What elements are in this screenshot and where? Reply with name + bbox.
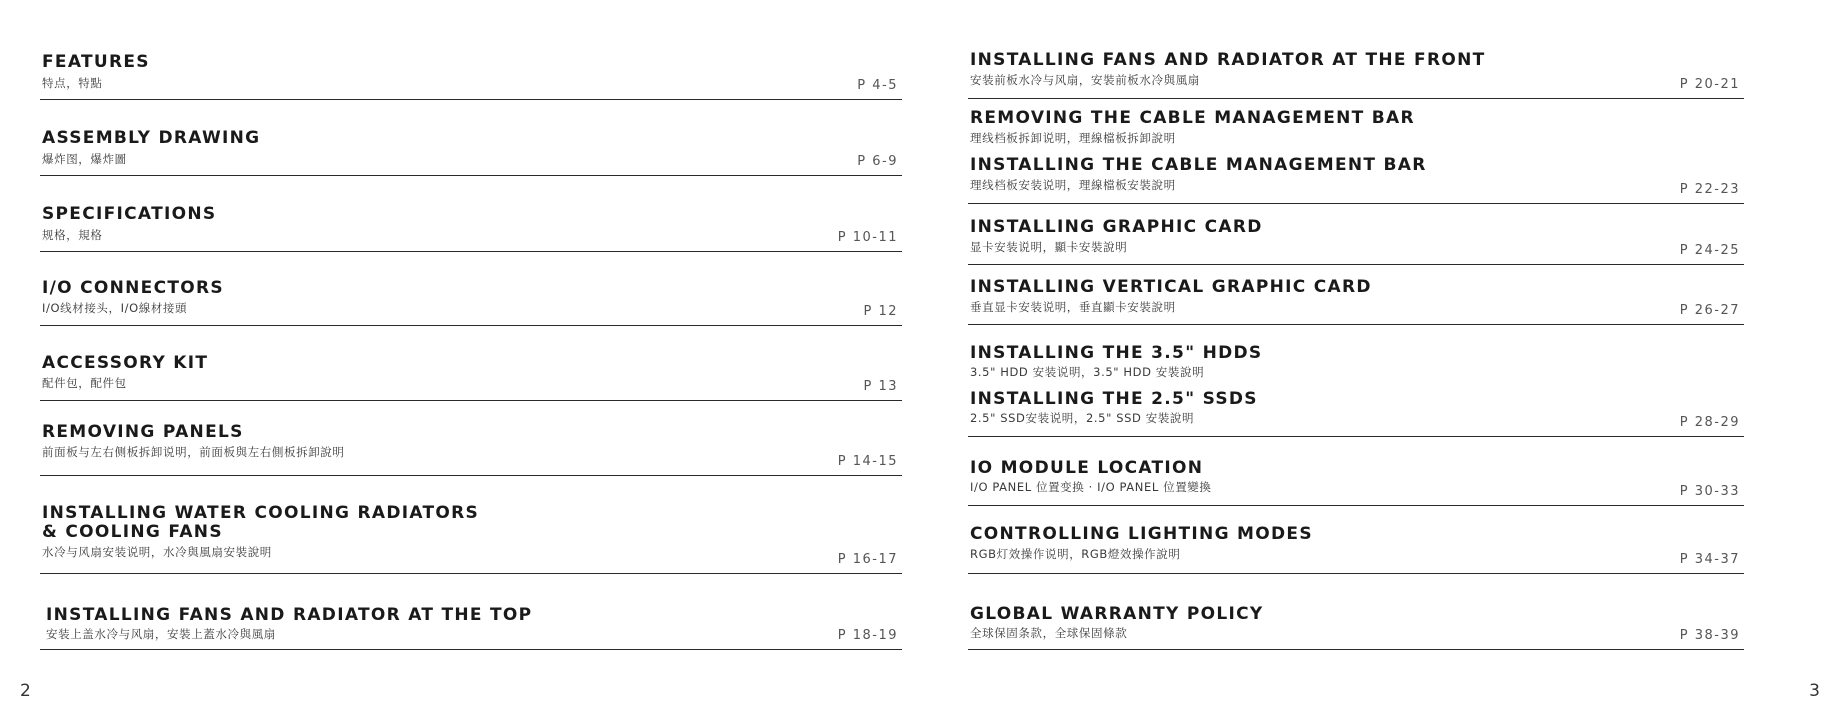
entry-page-range: P 14-15 bbox=[837, 454, 898, 469]
entry-subtitle-secondary: 理线档板安装说明，理線檔板安裝說明 bbox=[970, 178, 1176, 192]
toc-entry-fans-radiator-front[interactable] bbox=[968, 46, 1744, 99]
entry-title-line-1: INSTALLING WATER COOLING RADIATORS bbox=[42, 503, 480, 523]
page-number: 3 bbox=[1809, 681, 1820, 701]
entry-title: ACCESSORY KIT bbox=[42, 353, 209, 373]
entry-subtitle: 安装前板水冷与风扇，安裝前板水冷與風扇 bbox=[970, 73, 1200, 87]
entry-title: GLOBAL WARRANTY POLICY bbox=[970, 604, 1264, 624]
entry-title-secondary: INSTALLING THE 2.5" SSDS bbox=[970, 389, 1258, 409]
entry-subtitle: 理线档板拆卸说明，理線檔板拆卸說明 bbox=[970, 131, 1176, 145]
toc-entry-hdds-ssds[interactable] bbox=[968, 339, 1744, 437]
entry-subtitle: 特点，特點 bbox=[42, 76, 103, 90]
toc-entry-removing-panels[interactable] bbox=[40, 418, 902, 476]
entry-page-range: P 24-25 bbox=[1679, 243, 1740, 258]
toc-entry-fans-radiator-top[interactable] bbox=[40, 602, 902, 650]
toc-entry-lighting-modes[interactable] bbox=[968, 521, 1744, 574]
entry-page-range: P 12 bbox=[863, 304, 898, 319]
toc-entry-accessory-kit[interactable] bbox=[40, 350, 902, 401]
entry-title: INSTALLING GRAPHIC CARD bbox=[970, 217, 1263, 237]
entry-subtitle: 爆炸图，爆炸圖 bbox=[42, 152, 127, 166]
toc-entry-vertical-graphic-card[interactable] bbox=[968, 273, 1744, 325]
entry-title: I/O CONNECTORS bbox=[42, 278, 224, 298]
entry-page-range: P 16-17 bbox=[837, 552, 898, 567]
entry-page-range: P 34-37 bbox=[1679, 552, 1740, 567]
entry-subtitle: 配件包，配件包 bbox=[42, 376, 127, 390]
toc-entry-graphic-card[interactable] bbox=[968, 213, 1744, 265]
entry-subtitle: I/O线材接头，I/O線材接頭 bbox=[42, 301, 188, 315]
entry-page-range: P 38-39 bbox=[1679, 628, 1740, 643]
entry-subtitle: 规格，規格 bbox=[42, 228, 103, 242]
entry-title: REMOVING THE CABLE MANAGEMENT BAR bbox=[970, 108, 1415, 128]
entry-page-range: P 13 bbox=[863, 379, 898, 394]
entry-title-line-2: & COOLING FANS bbox=[42, 522, 223, 542]
entry-subtitle: 水冷与风扇安装说明，水冷與風扇安裝說明 bbox=[42, 545, 272, 559]
toc-entry-global-warranty[interactable] bbox=[968, 601, 1744, 650]
entry-subtitle: 显卡安装说明，顯卡安裝說明 bbox=[970, 240, 1128, 254]
toc-entry-water-cooling[interactable] bbox=[40, 502, 902, 574]
entry-page-range: P 4-5 bbox=[857, 78, 898, 93]
entry-subtitle: RGB灯效操作说明，RGB燈效操作說明 bbox=[970, 547, 1181, 561]
page-number: 2 bbox=[20, 681, 31, 701]
entry-title: SPECIFICATIONS bbox=[42, 204, 217, 224]
toc-entry-specifications[interactable] bbox=[40, 200, 902, 252]
entry-page-range: P 26-27 bbox=[1679, 303, 1740, 318]
entry-title: FEATURES bbox=[42, 52, 150, 72]
toc-entry-cable-management-bar[interactable] bbox=[968, 104, 1744, 204]
entry-title: INSTALLING THE 3.5" HDDS bbox=[970, 343, 1263, 363]
entry-title: INSTALLING VERTICAL GRAPHIC CARD bbox=[970, 277, 1372, 297]
entry-page-range: P 6-9 bbox=[857, 154, 898, 169]
toc-entry-io-module-location[interactable] bbox=[968, 455, 1744, 506]
entry-subtitle-secondary: 2.5" SSD安装说明，2.5" SSD 安裝說明 bbox=[970, 411, 1195, 425]
entry-title: INSTALLING FANS AND RADIATOR AT THE TOP bbox=[46, 605, 533, 625]
toc-entry-io-connectors[interactable] bbox=[40, 275, 902, 326]
entry-title: ASSEMBLY DRAWING bbox=[42, 128, 261, 148]
entry-subtitle: 安装上盖水冷与风扇，安裝上蓋水冷與風扇 bbox=[46, 627, 276, 641]
entry-subtitle: 垂直显卡安装说明，垂直顯卡安裝說明 bbox=[970, 300, 1176, 314]
entry-subtitle: 全球保固条款，全球保固條款 bbox=[970, 626, 1128, 640]
entry-subtitle: 前面板与左右侧板拆卸说明，前面板與左右側板拆卸說明 bbox=[42, 445, 345, 459]
entry-page-range: P 30-33 bbox=[1679, 484, 1740, 499]
toc-entry-assembly-drawing[interactable] bbox=[40, 124, 902, 176]
entry-title: CONTROLLING LIGHTING MODES bbox=[970, 524, 1313, 544]
entry-title: IO MODULE LOCATION bbox=[970, 458, 1204, 478]
entry-page-range: P 18-19 bbox=[837, 628, 898, 643]
entry-title: INSTALLING FANS AND RADIATOR AT THE FRONT bbox=[970, 50, 1486, 70]
toc-entry-features[interactable] bbox=[40, 48, 902, 100]
entry-subtitle: 3.5" HDD 安装说明，3.5" HDD 安裝說明 bbox=[970, 365, 1205, 379]
entry-page-range: P 20-21 bbox=[1679, 77, 1740, 92]
entry-title-secondary: INSTALLING THE CABLE MANAGEMENT BAR bbox=[970, 155, 1427, 175]
entry-page-range: P 10-11 bbox=[837, 230, 898, 245]
entry-page-range: P 28-29 bbox=[1679, 415, 1740, 430]
entry-subtitle: I/O PANEL 位置变换 · I/O PANEL 位置變換 bbox=[970, 480, 1212, 494]
right-page bbox=[922, 0, 1844, 718]
entry-page-range: P 22-23 bbox=[1679, 182, 1740, 197]
entry-title: REMOVING PANELS bbox=[42, 422, 244, 442]
